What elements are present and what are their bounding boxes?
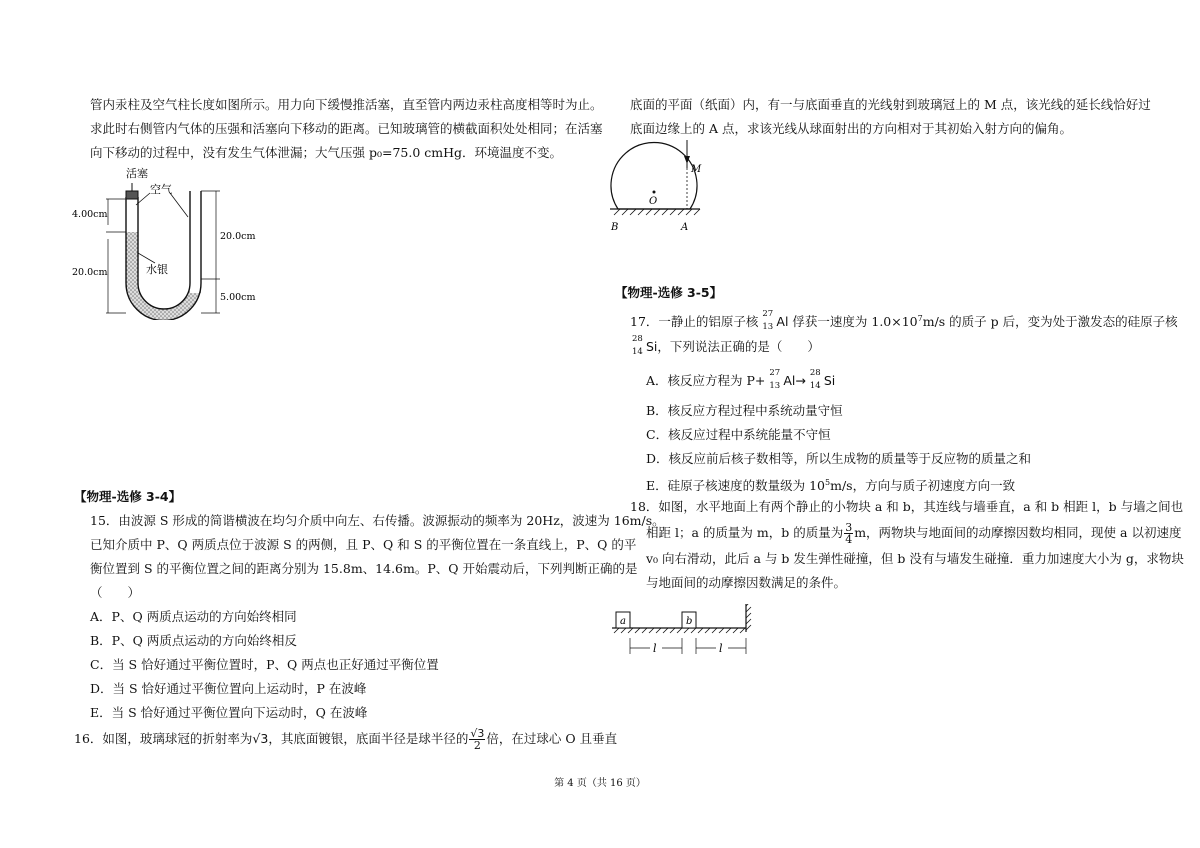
- al-z-2: 13: [769, 380, 781, 391]
- sphere-cap-figure: [605, 140, 715, 235]
- al-symbol: Al: [776, 314, 789, 330]
- q18-line-2: [646, 522, 1181, 545]
- q15-option-b: B．P、Q 两质点运动的方向始终相反: [90, 633, 297, 648]
- si-mass-2: 28: [809, 367, 821, 378]
- q15-line-4: （ ）: [90, 585, 141, 600]
- label-M: M: [691, 164, 702, 175]
- al-mass: 27: [762, 308, 774, 319]
- q17-opt-a-text: A．核反应方程为 P+: [646, 373, 766, 388]
- al-symbol-2: Al: [783, 373, 796, 388]
- arrow-icon: →: [795, 373, 806, 388]
- q17-line-1: [630, 310, 1178, 332]
- dim-4cm: 4.00cm: [72, 209, 108, 220]
- label-A: A: [681, 222, 689, 233]
- si-z: 14: [632, 346, 643, 357]
- sqrt-3: √3: [252, 731, 269, 746]
- al-z: 13: [762, 321, 774, 332]
- block-b-label: b: [686, 616, 693, 627]
- q17-option-e: [646, 474, 1015, 495]
- q17-opt-e-exp: 5: [825, 478, 831, 487]
- intro-line-2: 求此时右侧管内气体的压强和活塞向下移动的距离。已知玻璃管的横截面积处处相同；在活塞: [90, 121, 603, 136]
- q15-option-e: E．当 S 恰好通过平衡位置向下运动时，Q 在波峰: [90, 705, 368, 720]
- label-air: 空气: [150, 183, 172, 196]
- q16-line-1: [74, 728, 617, 751]
- q18-line-3: v₀ 向右滑动，此后 a 与 b 发生弹性碰撞，但 b 没有与墙发生碰撞．重力加速度大小为 g，求物块: [646, 551, 1184, 566]
- section-3-4: 【物理-选修 3-4】: [74, 489, 182, 504]
- distance-l-2: l: [719, 642, 723, 655]
- dim-5cm: 5.00cm: [220, 292, 256, 303]
- page-footer: 第 4 页（共 16 页）: [554, 778, 646, 789]
- si-z-2: 14: [809, 380, 821, 391]
- blocks-figure: [608, 604, 768, 660]
- aluminum-nucleus-2: [769, 367, 783, 391]
- label-B: B: [611, 222, 619, 233]
- q15-option-a: A．P、Q 两质点运动的方向始终相同: [90, 609, 297, 624]
- fraction-sqrt3-over-2: [469, 728, 485, 751]
- q15-option-c: C．当 S 恰好通过平衡位置时，P、Q 两点也正好通过平衡位置: [90, 657, 439, 672]
- u-tube-figure: [70, 165, 260, 320]
- intro-line-3: 向下移动的过程中，没有发生气体泄漏；大气压强 p₀=75.0 cmHg．环境温度不变。: [90, 145, 563, 160]
- q17-text-2: 俘获一速度为 1.0×10: [792, 314, 918, 330]
- q15-line-2: 已知介质中 P、Q 两质点位于波源 S 的两侧，且 P、Q 和 S 的平衡位置在一条直线上，P、Q 的平: [90, 537, 637, 552]
- q16-text-3: 倍，在过球心 O 且垂直: [486, 731, 618, 746]
- section-3-5: 【物理-选修 3-5】: [615, 285, 723, 300]
- label-piston: 活塞: [126, 167, 148, 180]
- q15-line-3: 衡位置到 S 的平衡位置之间的距离分别为 15.8m、14.6m。P、Q 开始震动后，下列判断正确的是: [90, 561, 638, 576]
- block-a-label: a: [620, 616, 626, 627]
- q18-line-4: 与地面间的动摩擦因数满足的条件。: [646, 575, 847, 590]
- silicon-nucleus-2: [809, 367, 824, 391]
- q17-text-1: 17．一静止的铝原子核: [630, 314, 759, 330]
- q18-text-b: m，两物块与地面间的动摩擦因数均相同，现使 a 以初速度: [854, 525, 1182, 540]
- q17-option-b: B．核反应方程过程中系统动量守恒: [646, 403, 843, 418]
- fraction-3-over-4: [844, 522, 853, 545]
- si-mass: 28: [632, 333, 643, 344]
- q16-cont-line-2: 底面边缘上的 A 点，求该光线从球面射出的方向相对于其初始入射方向的偏角。: [630, 121, 1072, 136]
- intro-line-1: 管内汞柱及空气柱长度如图所示。用力向下缓慢推活塞，直至管内两边汞柱高度相等时为止。: [90, 97, 603, 112]
- q18-text-a: 相距 l；a 的质量为 m，b 的质量为: [646, 525, 844, 540]
- fraction-den-4: 4: [845, 533, 853, 546]
- q16-text-2: ，其底面镀银，底面半径是球半径的: [268, 731, 469, 746]
- dim-20cm-right: 20.0cm: [220, 231, 256, 242]
- si-symbol-2: Si: [823, 373, 836, 388]
- label-O: O: [649, 196, 658, 207]
- dim-20cm-left: 20.0cm: [72, 267, 108, 278]
- q17-text-4: ，下列说法正确的是（ ）: [657, 339, 820, 354]
- q15-option-d: D．当 S 恰好通过平衡位置向上运动时，P 在波峰: [90, 681, 367, 696]
- fraction-num-3: 3: [845, 521, 853, 534]
- q17-opt-e-text-1: E．硅原子核速度的数量级为 10: [646, 478, 826, 494]
- al-mass-2: 27: [769, 367, 781, 378]
- q17-opt-e-text-2: m/s，方向与质子初速度方向一致: [830, 478, 1016, 494]
- label-mercury: 水银: [146, 263, 168, 276]
- q17-exp: 7: [917, 314, 923, 323]
- q18-line-1: 18．如图，水平地面上有两个静止的小物块 a 和 b，其连线与墙垂直，a 和 b 相距 l，b 与墙之间也: [630, 499, 1184, 514]
- silicon-nucleus: [632, 333, 646, 357]
- aluminum-nucleus: [762, 308, 776, 332]
- q17-option-c: C．核反应过程中系统能量不守恒: [646, 427, 831, 442]
- si-symbol: Si: [646, 339, 658, 354]
- q17-line-2: [632, 333, 820, 357]
- q17-text-3: m/s 的质子 p 后，变为处于激发态的硅原子核: [922, 314, 1178, 330]
- q15-line-1: 15．由波源 S 形成的简谐横波在均匀介质中向左、右传播。波源振动的频率为 20Hz，波速为 16m/s。: [90, 513, 665, 528]
- q17-option-d: D．核反应前后核子数相等，所以生成物的质量等于反应物的质量之和: [646, 451, 1032, 466]
- q17-option-a: [646, 367, 836, 391]
- fraction-num: √3: [470, 727, 485, 740]
- distance-l-1: l: [653, 642, 657, 655]
- q16-cont-line-1: 底面的平面（纸面）内，有一与底面垂直的光线射到玻璃冠上的 M 点，该光线的延长线恰好过: [630, 97, 1151, 112]
- fraction-den: 2: [473, 739, 481, 752]
- q16-text-1: 16．如图，玻璃球冠的折射率为: [74, 731, 253, 746]
